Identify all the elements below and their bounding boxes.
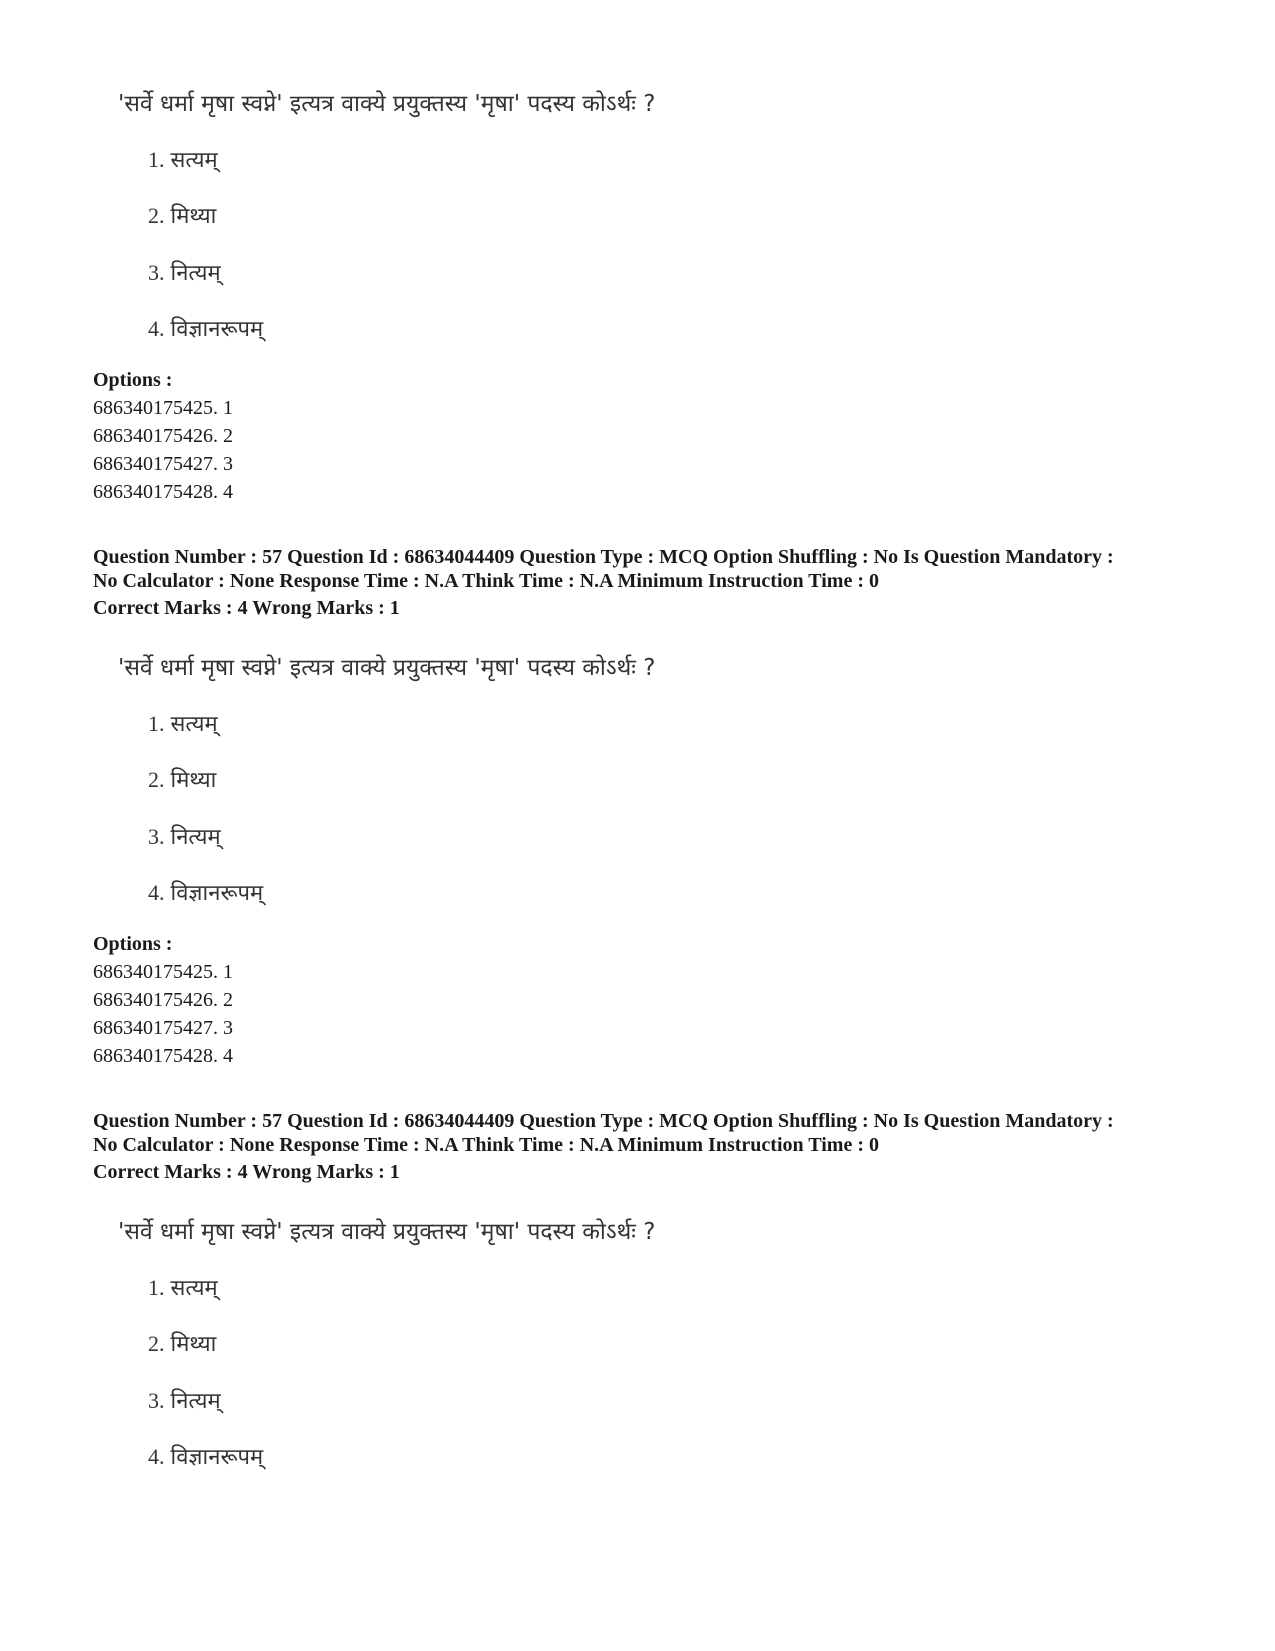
choice-number: 3.	[148, 824, 165, 849]
choice-4	[148, 877, 263, 907]
choice-text: विज्ञानरूपम्	[170, 1445, 264, 1470]
question-text: 'सर्वे धर्मा मृषा स्वप्ने' इत्यत्र वाक्ये प्रयुक्तस्य 'मृषा' पदस्य कोऽर्थः ?	[118, 91, 656, 117]
marks-line: Correct Marks : 4 Wrong Marks : 1	[93, 597, 400, 619]
choice-text: नित्यम्	[170, 825, 221, 850]
choice-number: 2.	[148, 767, 165, 792]
choice-text: सत्यम्	[170, 148, 218, 173]
choice-3	[148, 257, 221, 287]
choice-text: मिथ्या	[170, 768, 217, 793]
option-id-row: 686340175426. 2	[93, 425, 233, 447]
choice-text: विज्ञानरूपम्	[170, 317, 264, 342]
question-meta-line-2: No Calculator : None Response Time : N.A Think Time : N.A Minimum Instruction Time : 0	[93, 570, 879, 592]
question-meta	[93, 1109, 1193, 1157]
choice-2	[148, 764, 216, 794]
question-meta-line-2: No Calculator : None Response Time : N.A Think Time : N.A Minimum Instruction Time : 0	[93, 1134, 879, 1156]
choice-number: 3.	[148, 1388, 165, 1413]
choice-4	[148, 313, 263, 343]
option-id-row: 686340175427. 3	[93, 453, 233, 475]
choice-number: 4.	[148, 880, 165, 905]
option-id-row: 686340175427. 3	[93, 1017, 233, 1039]
option-id-row: 686340175426. 2	[93, 989, 233, 1011]
option-id-row: 686340175425. 1	[93, 961, 233, 983]
choice-number: 1.	[148, 711, 165, 736]
choice-1	[148, 1272, 218, 1302]
question-text: 'सर्वे धर्मा मृषा स्वप्ने' इत्यत्र वाक्ये प्रयुक्तस्य 'मृषा' पदस्य कोऽर्थः ?	[118, 1219, 656, 1245]
choice-2	[148, 1328, 216, 1358]
options-label: Options :	[93, 933, 173, 955]
choice-number: 4.	[148, 316, 165, 341]
choice-text: मिथ्या	[170, 1332, 217, 1357]
question-meta-line-1: Question Number : 57 Question Id : 68634044409 Question Type : MCQ Option Shuffling : No Is Question Mandatory :	[93, 1110, 1114, 1132]
option-id-row: 686340175425. 1	[93, 397, 233, 419]
choice-number: 3.	[148, 260, 165, 285]
choice-1	[148, 708, 218, 738]
choice-number: 2.	[148, 203, 165, 228]
choice-number: 2.	[148, 1331, 165, 1356]
choice-text: नित्यम्	[170, 261, 221, 286]
choice-text: मिथ्या	[170, 204, 217, 229]
question-text: 'सर्वे धर्मा मृषा स्वप्ने' इत्यत्र वाक्ये प्रयुक्तस्य 'मृषा' पदस्य कोऽर्थः ?	[118, 655, 656, 681]
choice-2	[148, 200, 216, 230]
choice-number: 1.	[148, 1275, 165, 1300]
choice-3	[148, 1385, 221, 1415]
choice-3	[148, 821, 221, 851]
option-id-row: 686340175428. 4	[93, 481, 233, 503]
option-id-row: 686340175428. 4	[93, 1045, 233, 1067]
options-label: Options :	[93, 369, 173, 391]
marks-line: Correct Marks : 4 Wrong Marks : 1	[93, 1161, 400, 1183]
question-meta-line-1: Question Number : 57 Question Id : 68634044409 Question Type : MCQ Option Shuffling : No Is Question Mandatory :	[93, 546, 1114, 568]
choice-4	[148, 1441, 263, 1471]
choice-number: 1.	[148, 147, 165, 172]
choice-text: सत्यम्	[170, 712, 218, 737]
question-meta	[93, 545, 1193, 593]
choice-text: विज्ञानरूपम्	[170, 881, 264, 906]
choice-number: 4.	[148, 1444, 165, 1469]
choice-1	[148, 144, 218, 174]
choice-text: नित्यम्	[170, 1389, 221, 1414]
choice-text: सत्यम्	[170, 1276, 218, 1301]
